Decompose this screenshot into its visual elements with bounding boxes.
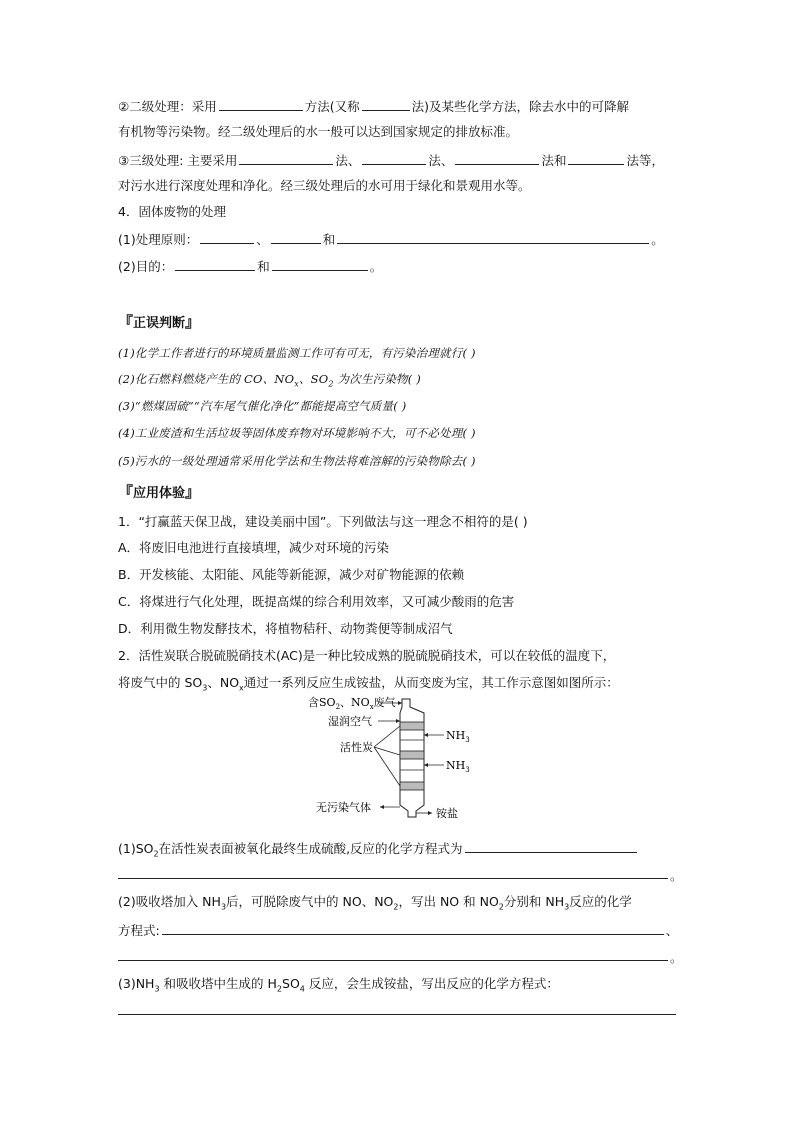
label-activated-carbon: 活性炭 <box>340 741 373 754</box>
label-nh3-2: $NH_3$ <box>446 759 470 774</box>
subscript: 3 <box>564 902 570 912</box>
text: 、NO <box>207 675 240 690</box>
answer-line[interactable] <box>118 878 668 879</box>
carbon-layer-3 <box>400 782 424 790</box>
text: 反应，会生成铵盐，写出反应的化学方程式： <box>304 976 559 991</box>
text: 法)及某些化学方法，除去水中的可降解 <box>411 99 629 114</box>
text: 、SO <box>298 372 329 386</box>
label-ammonium-salt: 铵盐 <box>436 807 458 820</box>
subquestion-3 <box>118 976 559 992</box>
answer-line[interactable] <box>118 960 668 961</box>
blank[interactable] <box>175 258 255 271</box>
text: 。 <box>651 232 664 247</box>
subscript: 3 <box>220 902 227 912</box>
text-line: 对污水进行深度处理和净化。经三级处理后的水可用于绿化和景观用水等。 <box>118 178 531 193</box>
question-stem: 2．活性炭联合脱硫脱硝技术(AC)是一种比较成熟的脱硫脱硝技术，可以在较低的温度下， <box>118 648 616 663</box>
subscript: 2 <box>498 902 504 912</box>
text: 为次生污染物( ) <box>333 372 421 386</box>
absorption-tower-diagram <box>298 695 498 830</box>
judge-item: (5)污水的一级处理通常采用化学法和生物法将难溶解的污染物除去( ) <box>118 454 476 468</box>
blank[interactable] <box>272 258 368 271</box>
blank[interactable] <box>200 231 254 244</box>
label-humid-air: 湿润空气 <box>328 715 372 728</box>
blank[interactable] <box>362 98 410 111</box>
text: 、 <box>256 232 269 247</box>
text: 和吸收塔中生成的 H <box>159 976 277 991</box>
section-title-apply <box>118 484 200 502</box>
question-stem <box>118 675 619 691</box>
text: 反应的化学 <box>569 894 632 909</box>
text: 和 <box>257 259 270 274</box>
answer-blank[interactable] <box>465 840 637 853</box>
text: 在活性炭表面被氧化最终生成硫酸,反应的化学方程式为 <box>158 841 463 856</box>
label-inlet: 含$SO_2$、$NO_x$废气 <box>308 696 396 711</box>
item-purpose <box>118 258 382 275</box>
blank[interactable] <box>337 231 649 244</box>
bracket-icon: 『 <box>118 483 134 501</box>
text: 方程式: <box>118 923 160 938</box>
judge-item: (1)化学工作者进行的环境质量监测工作可有可无，有污染治理就行( ) <box>118 346 476 360</box>
blank[interactable] <box>362 152 426 165</box>
subscript: 4 <box>299 984 305 994</box>
subscript: x <box>294 379 299 389</box>
text: ③三级处理: 主要采用 <box>118 153 238 168</box>
label-nh3-1: $NH_3$ <box>446 729 470 744</box>
subscript: 3 <box>202 683 208 693</box>
text: 法和 <box>541 153 567 168</box>
blank[interactable] <box>219 98 303 111</box>
answer-line[interactable] <box>118 1014 676 1015</box>
bracket-icon: 』 <box>185 483 201 501</box>
text: 法等， <box>626 153 664 168</box>
text: (2)目的： <box>118 259 174 274</box>
text: 法、 <box>428 153 454 168</box>
label-clean-gas: 无污染气体 <box>316 801 371 814</box>
text: 方法(又称 <box>304 99 360 114</box>
subquestion-2-cont <box>118 922 678 939</box>
text: 分别和 NH <box>503 894 565 909</box>
blank[interactable] <box>239 152 333 165</box>
item-tertiary-treatment <box>118 152 664 169</box>
text: (1)SO <box>118 841 154 856</box>
bracket-icon: 『 <box>118 313 134 331</box>
subquestion-2 <box>118 894 632 910</box>
blank[interactable] <box>568 152 624 165</box>
section-title-judge <box>118 314 200 332</box>
text: 。 <box>670 950 683 965</box>
subscript: 2 <box>393 902 399 912</box>
text: 、 <box>665 923 679 938</box>
section-title-text: 正误判断 <box>133 316 186 331</box>
section-title-text: 应用体验 <box>133 486 186 501</box>
text: SO <box>282 976 300 991</box>
subscript: 2 <box>153 849 159 859</box>
subscript: 2 <box>276 984 283 994</box>
question-stem: 1．“打赢蓝天保卫战，建设美丽中国”。下列做法与这一理念不相符的是( ) <box>118 514 528 529</box>
text: ②二级处理：采用 <box>118 99 217 114</box>
text: (2)吸收塔加入 NH <box>118 894 221 909</box>
option-d: D．利用微生物发酵技术，将植物秸秆、动物粪便等制成沼气 <box>118 621 453 636</box>
judge-item: (4)工业废渣和生活垃圾等固体废弃物对环境影响不大，可不必处理( ) <box>118 426 476 440</box>
blank[interactable] <box>271 231 321 244</box>
text: 。 <box>369 259 383 274</box>
blank[interactable] <box>455 152 539 165</box>
option-c: C．将煤进行气化处理，既提高煤的综合利用效率，又可减少酸雨的危害 <box>118 594 515 609</box>
option-b: B．开发核能、太阳能、风能等新能源，减少对矿物能源的依赖 <box>118 567 465 582</box>
subquestion-1 <box>118 840 639 857</box>
carbon-layer-2 <box>400 751 424 759</box>
judge-item: (3)“燃煤固硫”“汽车尾气催化净化”都能提高空气质量( ) <box>118 399 407 413</box>
text: 将废气中的 SO <box>118 675 203 690</box>
text: 后，可脱除废气中的 NO、NO <box>226 894 394 909</box>
item-principles <box>118 231 664 248</box>
text: 通过一系列反应生成铵盐，从而变废为宝，其工作示意图如图所示： <box>243 675 619 690</box>
text: 和 <box>322 232 336 247</box>
subscript: x <box>239 683 244 693</box>
bracket-icon: 』 <box>185 313 201 331</box>
text: 法、 <box>335 153 361 168</box>
answer-blank[interactable] <box>162 922 664 935</box>
text-line: 有机物等污染物。经二级处理后的水一般可以达到国家规定的排放标准。 <box>118 124 519 139</box>
carbon-layer-1 <box>400 722 424 730</box>
text: 。 <box>670 868 683 883</box>
subscript: 2 <box>328 379 334 389</box>
section-heading: 4．固体废物的处理 <box>118 204 226 219</box>
text: (2)化石燃料燃烧产生的 CO、NO <box>118 372 295 386</box>
item-secondary-treatment <box>118 98 629 115</box>
text: ，写出 NO 和 NO <box>398 894 499 909</box>
text: (3)NH <box>118 976 155 991</box>
option-a: A．将废旧电池进行直接填埋，减少对环境的污染 <box>118 540 390 555</box>
subscript: 3 <box>154 984 160 994</box>
judge-item <box>118 371 421 387</box>
text: (1)处理原则： <box>118 232 199 247</box>
